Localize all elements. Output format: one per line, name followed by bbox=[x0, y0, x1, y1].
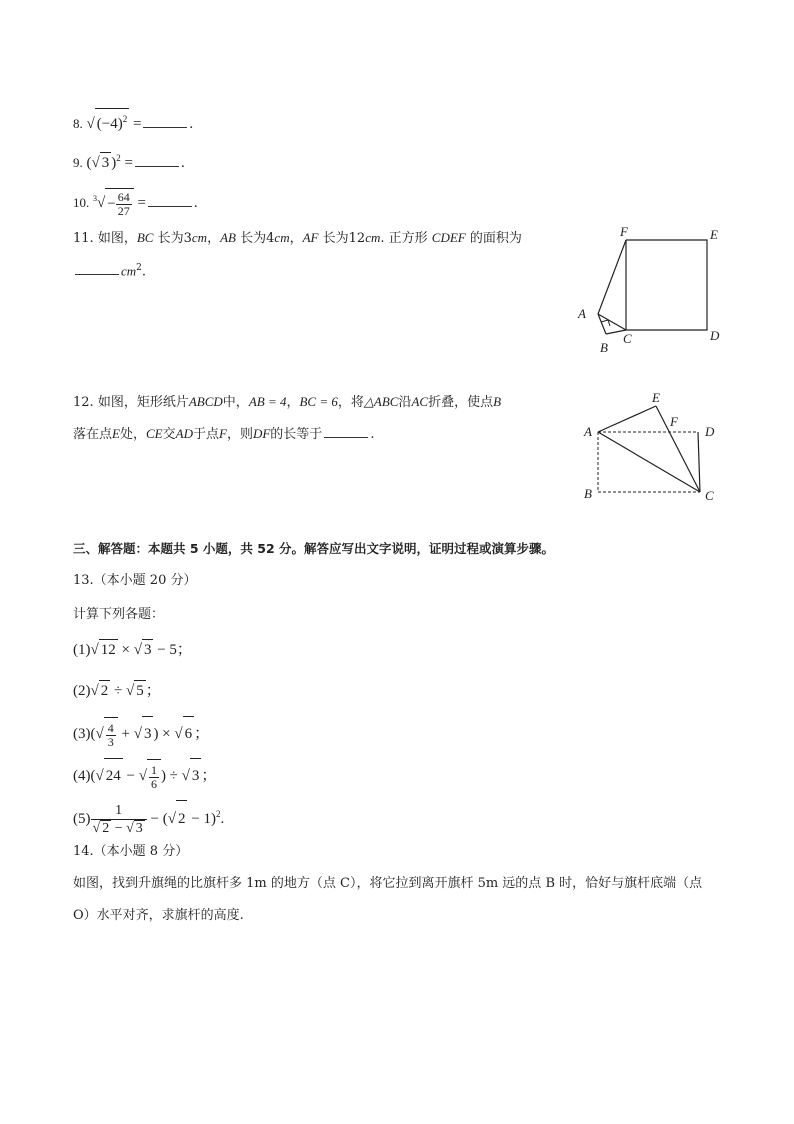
text: 的面积为 bbox=[469, 231, 522, 246]
question-13-intro: 计算下列各题： bbox=[73, 607, 165, 622]
label-F: F bbox=[620, 224, 628, 239]
text: 长为 bbox=[157, 231, 184, 246]
radicand: 3 bbox=[100, 152, 112, 173]
point-label: F bbox=[218, 426, 227, 441]
text: . 正方形 bbox=[380, 231, 428, 246]
segment-fa bbox=[598, 240, 626, 314]
radicand: 3 bbox=[142, 639, 154, 660]
equation: AB = 4 bbox=[248, 394, 287, 409]
fraction bbox=[149, 764, 159, 791]
text: 处， bbox=[119, 427, 146, 442]
denominator: √ 2 − √ 3 bbox=[92, 820, 143, 836]
text: 长为 bbox=[240, 231, 267, 246]
triangle-label: △ABC bbox=[363, 394, 399, 409]
text: 长为 bbox=[322, 231, 349, 246]
radicand: 3 bbox=[142, 716, 154, 751]
tail: ； bbox=[201, 768, 217, 784]
text: 中， bbox=[222, 395, 249, 410]
numerator: 1 bbox=[91, 803, 147, 820]
segment-label: AC bbox=[411, 394, 429, 409]
q13-part-4: (4)(√ 24 − √ $\frac{1}{6}$ ) ÷ √ 3 ； bbox=[73, 758, 216, 794]
period: . bbox=[220, 811, 225, 827]
label-C: C bbox=[705, 488, 714, 503]
square-cdef bbox=[626, 240, 707, 330]
text: 如图， bbox=[97, 231, 137, 246]
part-label: (5) bbox=[73, 811, 91, 827]
operator: − bbox=[114, 820, 123, 836]
figure-q11 bbox=[570, 222, 740, 360]
minus-sign: − bbox=[107, 196, 116, 213]
radicand: 6 bbox=[183, 716, 195, 751]
point-label: E bbox=[112, 426, 120, 441]
question-12-line-1 bbox=[73, 392, 501, 413]
tail: ； bbox=[194, 726, 210, 742]
fraction bbox=[106, 722, 116, 749]
question-number: 11. bbox=[73, 231, 94, 246]
equation: BC = 6 bbox=[299, 394, 338, 409]
answer-blank[interactable] bbox=[324, 425, 368, 438]
numerator: 4 bbox=[107, 721, 114, 736]
answer-blank[interactable] bbox=[143, 115, 187, 128]
radicand: 2 bbox=[102, 820, 110, 836]
question-14-line-1: 如图，找到升旗绳的比旗杆多 1m 的地方（点 C），将它拉到离开旗杆 5m 远的点 B 时，恰好与旗杆底端（点 bbox=[73, 876, 703, 891]
text: 如图，矩形纸片 bbox=[97, 395, 189, 410]
tail: − 5； bbox=[157, 642, 192, 658]
operator: ) ÷ bbox=[160, 768, 178, 784]
radicand: 12 bbox=[99, 639, 118, 660]
period: . bbox=[193, 195, 198, 211]
operator: ) × bbox=[153, 726, 171, 742]
exponent: 2 bbox=[122, 114, 128, 124]
period: . bbox=[370, 427, 375, 442]
part-label: (3)( bbox=[73, 726, 96, 742]
text: ， bbox=[289, 231, 303, 246]
part-label: (4)( bbox=[73, 768, 96, 784]
text: 沿 bbox=[398, 395, 412, 410]
label-A: A bbox=[578, 306, 586, 321]
numerator: 64 bbox=[117, 190, 130, 205]
denominator: 6 bbox=[150, 777, 157, 792]
radicand: 2 bbox=[99, 680, 111, 701]
question-14-line-2: O）水平对齐，求旗杆的高度. bbox=[73, 908, 244, 923]
text: 于点 bbox=[192, 427, 219, 442]
exponent: 2 bbox=[116, 153, 121, 163]
q13-part-5: (5) $\frac{1}{√ 2 - √ 3}$ − (√ 2 − 1)$^2$. bbox=[73, 796, 224, 837]
fraction bbox=[116, 191, 132, 218]
operator: + bbox=[121, 726, 130, 742]
square-label: CDEF bbox=[431, 230, 466, 245]
figure-q12 bbox=[578, 386, 728, 508]
text: 的长等于 bbox=[270, 427, 323, 442]
label-F: F bbox=[670, 414, 678, 429]
part-label: (1) bbox=[73, 642, 91, 658]
answer-blank[interactable] bbox=[135, 154, 179, 167]
q13-part-3: (3)(√ $\frac{4}{3}$ + √ 3 ) × √ 6 ； bbox=[73, 716, 209, 752]
exponent: 2 bbox=[136, 263, 142, 273]
answer-blank[interactable] bbox=[75, 262, 119, 275]
operator: − bbox=[126, 768, 135, 784]
text: ，将 bbox=[337, 395, 364, 410]
segment-label: DF bbox=[252, 426, 271, 441]
question-9: 9. (√ 3 )$^2$ = . bbox=[73, 153, 185, 171]
q13-part-1: (1)√ 12 × √ 3 − 5； bbox=[73, 639, 192, 660]
label-E: E bbox=[710, 227, 718, 242]
equals-sign: = bbox=[137, 195, 146, 211]
denominator: 27 bbox=[117, 204, 130, 219]
question-11-line-1 bbox=[73, 228, 522, 249]
section-3-heading: 三、解答题：本题共 5 小题，共 52 分。解答应写出文字说明，证明过程或演算步骤。 bbox=[73, 541, 555, 556]
tail: − 1) bbox=[191, 811, 216, 827]
question-14-title: 14.（本小题 8 分） bbox=[73, 844, 189, 859]
label-E: E bbox=[652, 390, 660, 405]
label-D: D bbox=[710, 328, 720, 343]
exponent: 2 bbox=[215, 809, 221, 819]
sqrt-expression: √ $(-4)^2$ bbox=[87, 108, 130, 134]
segment-label: AB bbox=[220, 230, 236, 245]
text: 落在点 bbox=[73, 427, 113, 442]
segment-label: BC bbox=[136, 230, 154, 245]
operator: − ( bbox=[150, 811, 168, 827]
segment-label: AD bbox=[175, 426, 193, 441]
root-index: 3 bbox=[93, 194, 97, 203]
question-10: 10. $^3$√ − $\frac{64}{27}$ = . bbox=[73, 184, 198, 219]
text: 交 bbox=[162, 427, 176, 442]
unit: cm bbox=[365, 230, 381, 245]
question-number: 9. bbox=[73, 155, 83, 170]
segment-label: CE bbox=[145, 426, 163, 441]
label-A: A bbox=[584, 424, 592, 439]
text: ， bbox=[207, 231, 221, 246]
equals-sign: = bbox=[132, 116, 142, 132]
question-number: 10. bbox=[73, 195, 90, 210]
question-11-line-2 bbox=[73, 258, 146, 282]
point-label: B bbox=[493, 394, 502, 409]
part-label: (2) bbox=[73, 683, 91, 699]
label-C: C bbox=[623, 331, 632, 346]
question-number: 8. bbox=[73, 116, 83, 131]
text: ， bbox=[286, 395, 300, 410]
segment-ae bbox=[598, 406, 656, 432]
radicand: 24 bbox=[104, 758, 123, 793]
q13-part-2: (2)√ 2 ÷ √ 5 ； bbox=[73, 680, 161, 701]
denominator: 3 bbox=[107, 735, 114, 750]
unit: cm bbox=[274, 230, 290, 245]
segment-label: AF bbox=[302, 230, 319, 245]
value: 4 bbox=[266, 231, 275, 246]
value: 3 bbox=[183, 231, 192, 246]
numerator: 1 bbox=[150, 763, 157, 778]
segment-ab bbox=[598, 314, 606, 334]
tail: ； bbox=[145, 683, 161, 699]
radicand: 2 bbox=[176, 800, 188, 837]
text: ，则 bbox=[226, 427, 253, 442]
label-B: B bbox=[584, 486, 592, 501]
value: 12 bbox=[348, 231, 366, 246]
period: . bbox=[141, 264, 147, 280]
period: . bbox=[189, 116, 194, 132]
unit: cm bbox=[191, 230, 208, 245]
question-12-line-2 bbox=[73, 424, 374, 445]
period: . bbox=[180, 155, 185, 171]
label-B: B bbox=[600, 340, 608, 355]
answer-blank[interactable] bbox=[148, 194, 192, 207]
radicand: 3 bbox=[135, 820, 143, 836]
equals-sign: = bbox=[124, 155, 133, 171]
radicand: 5 bbox=[134, 680, 146, 701]
text: 折叠，使点 bbox=[428, 395, 494, 410]
operator: ÷ bbox=[113, 683, 123, 699]
segment-dc bbox=[698, 432, 700, 492]
question-8 bbox=[73, 108, 193, 134]
fraction bbox=[91, 803, 147, 837]
question-number: 12. bbox=[73, 395, 94, 410]
question-13-title: 13.（本小题 20 分） bbox=[73, 573, 197, 588]
radicand: (−4) bbox=[96, 116, 123, 132]
rectangle-label: ABCD bbox=[188, 394, 223, 409]
unit: cm bbox=[121, 263, 137, 279]
operator: × bbox=[121, 642, 130, 658]
radicand: 3 bbox=[190, 758, 202, 793]
label-D: D bbox=[705, 424, 715, 439]
